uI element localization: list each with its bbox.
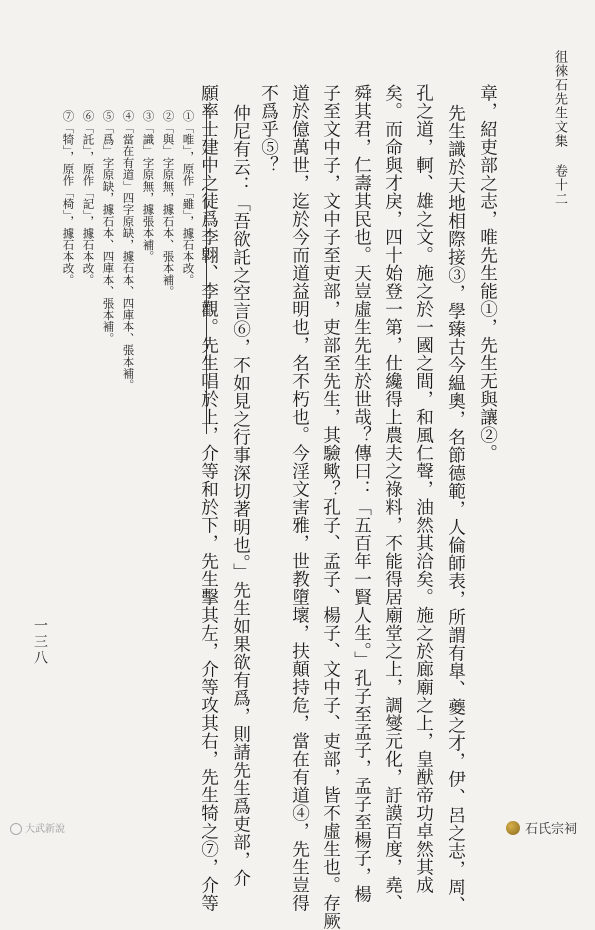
body-column-5: 舜其君，仁壽其民也。天豈虛生先生於世哉？傳曰：「五百年一賢人生。」孔子至孟子，孟子至楊子，楊	[351, 84, 372, 904]
watermark-logo-icon	[10, 823, 22, 835]
body-column-2: 先生識於天地相際接③，學臻古今緼奧，名節德範，人倫師表，所謂有臯、夔之才，伊、呂之志，周、	[445, 104, 466, 914]
footnote-divider	[206, 104, 207, 434]
body-column-4: 矣。而命與才戾，四十始登一第，仕纔得上農夫之祿料，不能得居廟堂之上，調燮元化，訏謨百度，堯、	[382, 84, 403, 912]
page-number: 一三八	[32, 618, 48, 666]
watermark-left	[10, 820, 65, 835]
watermark-left-text: 大武新說	[25, 824, 65, 835]
footnote-4: ④「當在有道」四字原缺，據石本、四庫本、張本補。	[121, 110, 136, 391]
body-column-3: 孔之道，軻、雄之文。施之於一國之間，和風仁聲，油然其洽矣。施之於廊廟之上，皇猷帝功卓然其成	[413, 84, 434, 894]
body-column-6: 子至文中子，文中子至吏部，吏部至先生，其驗歟？孔子、孟子、楊子、文中子、吏部，皆不虛生也。存厥	[320, 84, 341, 930]
wechat-logo-icon	[506, 821, 520, 835]
book-title: 徂徠石先生文集	[552, 50, 567, 148]
body-column-1: 章，紹吏部之志，唯先生能①，先生无與讓②。	[477, 84, 498, 462]
watermark-right	[506, 818, 577, 837]
footnote-1: ①「唯」，原作「雖」，據石本改。	[181, 110, 196, 286]
footnote-6: ⑥「託」，原作「記」，據石本改。	[81, 110, 96, 286]
watermark-right-text: 石氏宗祠	[524, 822, 577, 837]
volume-label: 卷十二	[552, 164, 567, 206]
body-column-9: 仲尼有云：「吾欲託之空言⑥，不如見之行事深切著明也。」先生如果欲有爲，則請先生爲吏部，介	[230, 104, 251, 888]
body-column-7: 道於億萬世，迄於今而道益明也，名不朽也。今淫文害雅，世教墮壞，扶顛持危，當在有道④，先生豈得	[289, 84, 310, 912]
body-column-10: 願率士建中之徒爲李翺、李觀。先生唱於上，介等和於下，先生擊其左，介等攻其右，先生犄之⑦，介等	[198, 84, 219, 912]
footnote-2: ②「與」字原無，據石本、張本補。	[161, 110, 176, 298]
running-header	[550, 50, 569, 206]
footnote-3: ③「識」字原無，據張本補。	[141, 110, 156, 263]
footnote-5: ⑤「爲」字原缺，據石本、四庫本、張本補。	[101, 110, 116, 344]
footnote-7: ⑦「犄」，原作「椅」，據石本改。	[61, 110, 76, 286]
body-column-8: 不爲乎⑤？	[258, 84, 279, 174]
